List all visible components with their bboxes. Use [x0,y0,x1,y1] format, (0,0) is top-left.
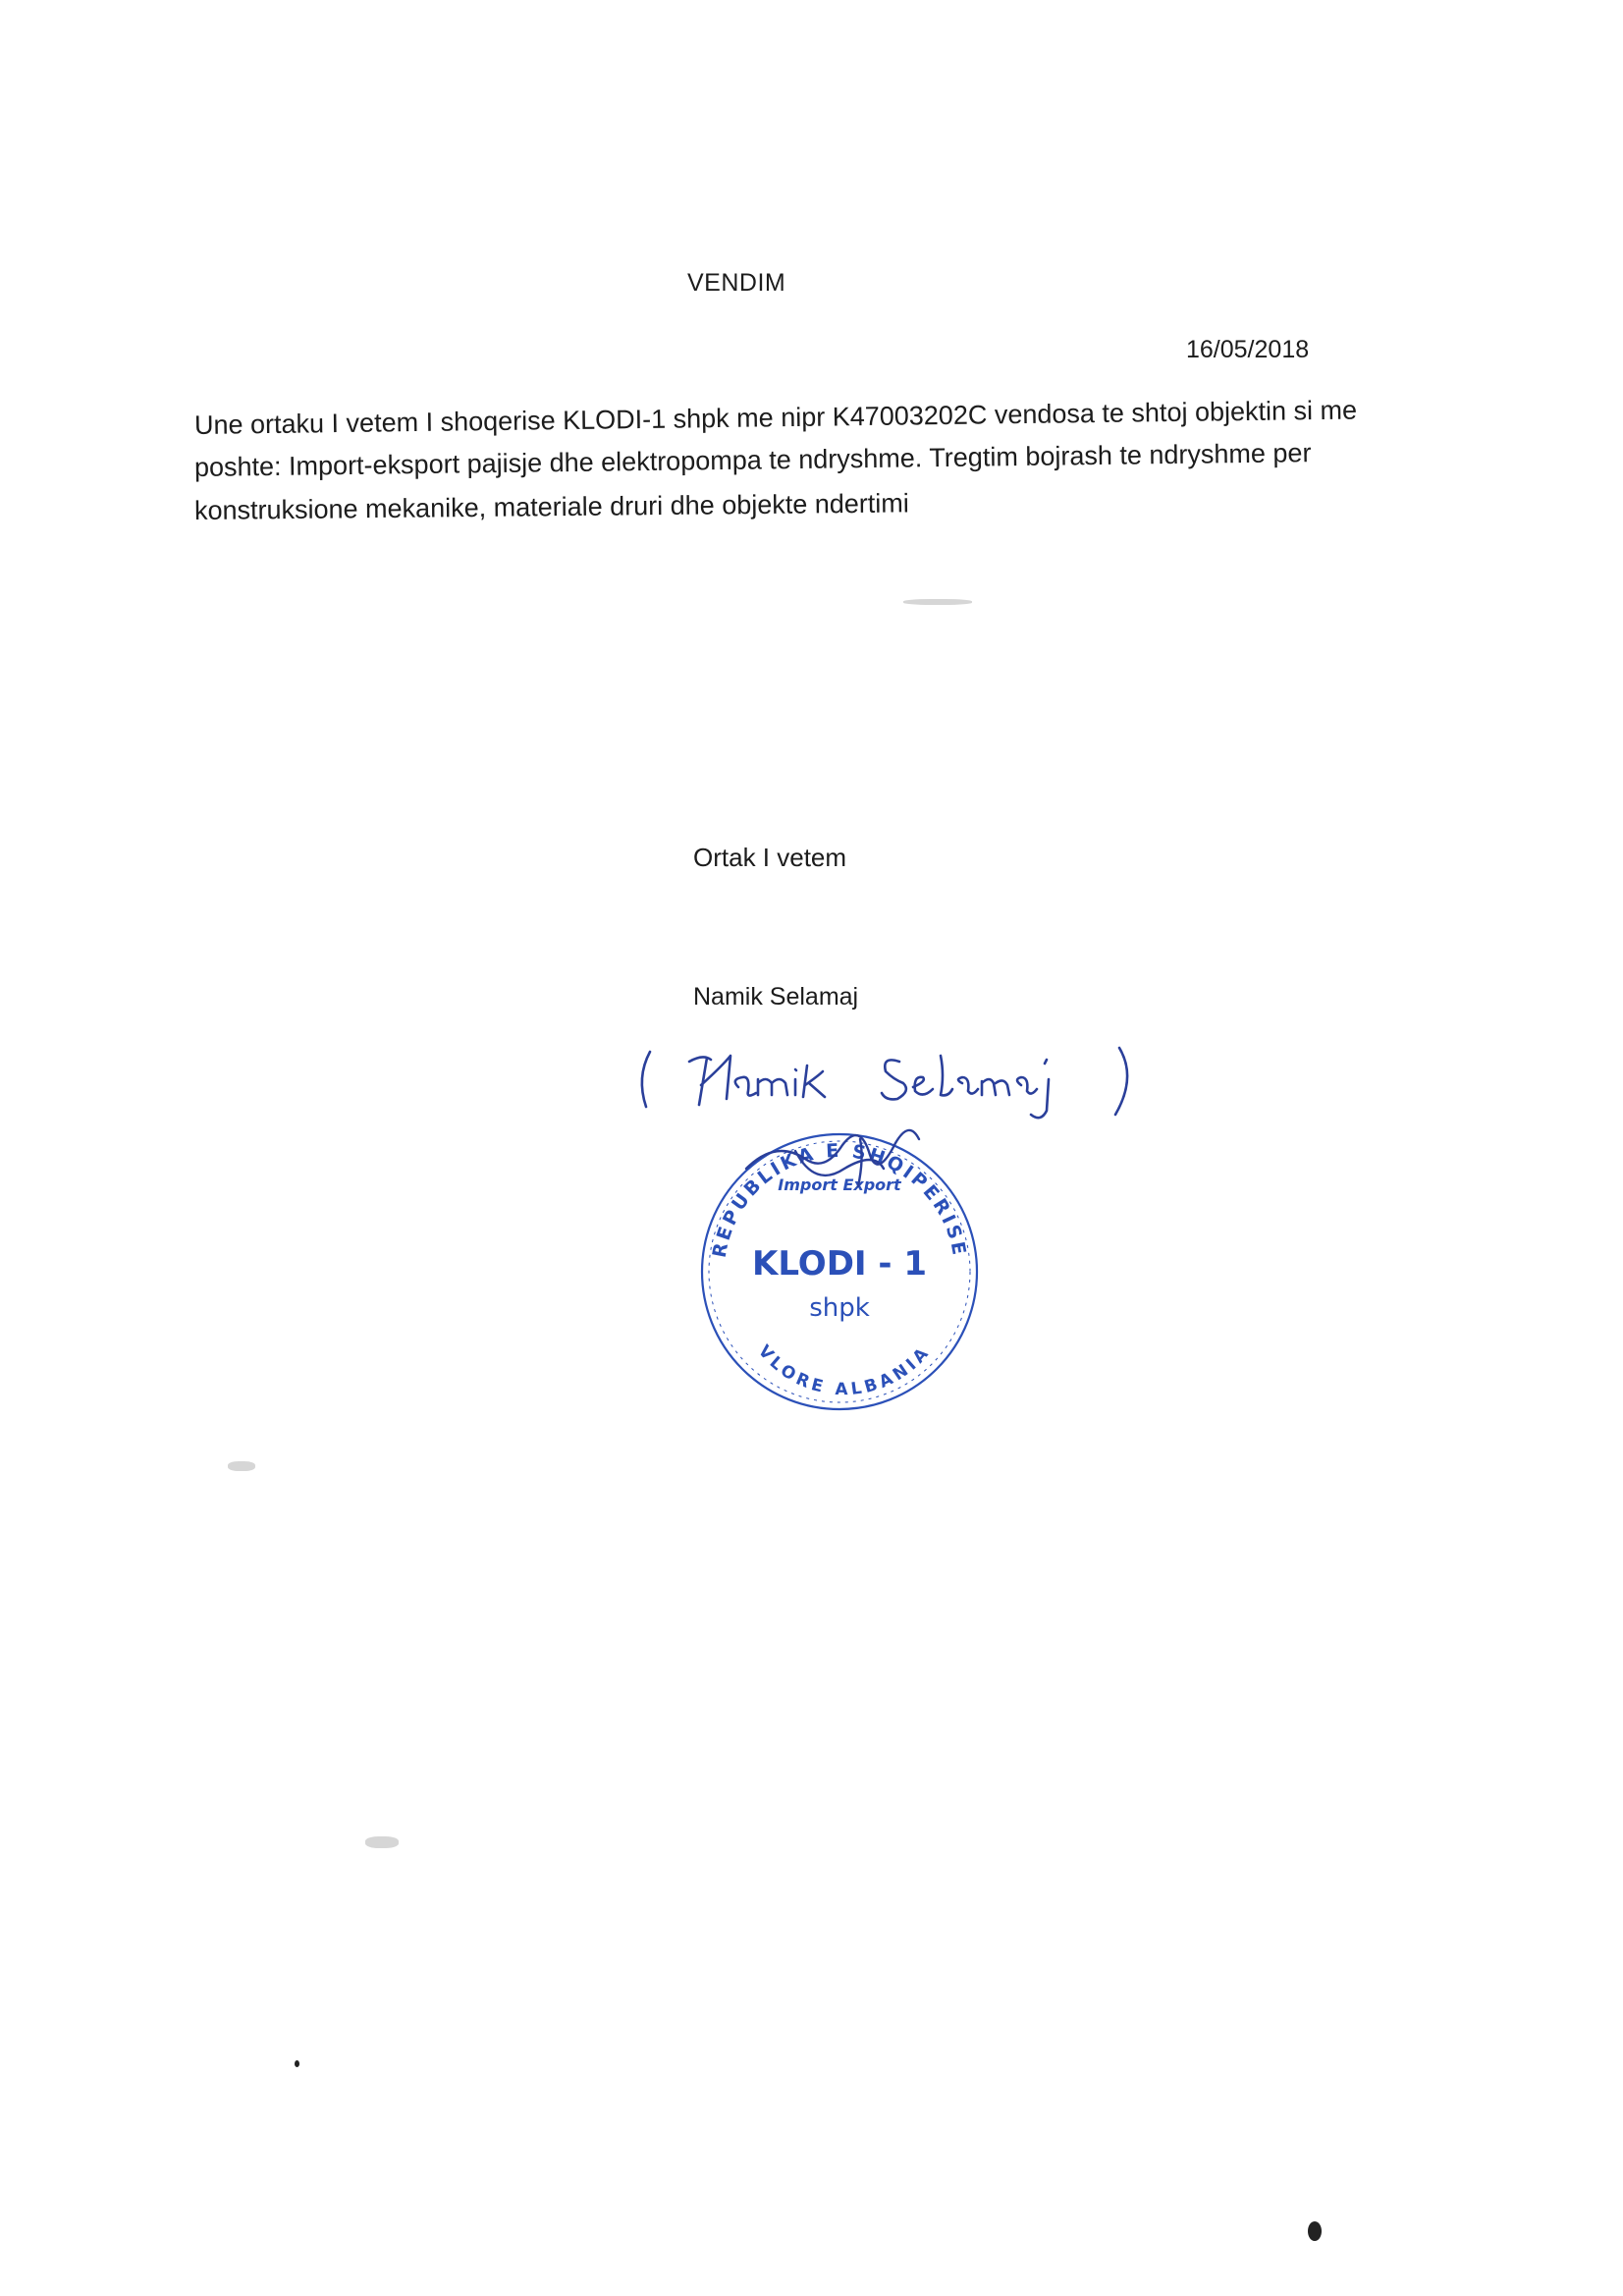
company-stamp [677,1100,1001,1424]
document-date: 16/05/2018 [1186,336,1310,363]
body-line-2: poshte: Import-eksport pajisje dhe elektropompa te ndryshme. Tregtim bojrash te ndryshme per [193,438,1312,482]
svg-text:REPUBLIKA E SHQIPERISE [709,1140,970,1260]
stamp-type: shpk [809,1293,870,1323]
signer-name: Namik Selamaj [693,983,859,1011]
stamp-company: KLODI - 1 [751,1244,928,1284]
scan-speck [295,2060,299,2067]
body-line-3: konstruksione mekanike, materiale druri dhe objekte ndertimi [193,488,909,525]
body-line-1: Une ortaku I vetem I shoqerise KLODI-1 shpk me nipr K47003202C vendosa te shtoj objektin si me [193,395,1358,440]
stamp-inner-text: Import Export [778,1175,901,1194]
document-title: VENDIM [687,269,786,297]
stamp-top-text: REPUBLIKA E SHQIPERISE [708,1139,971,1260]
scan-smudge [228,1461,255,1471]
stamp-bottom-text: VLORE ALBANIA [753,1341,936,1400]
signer-role: Ortak I vetem [693,843,847,872]
scan-speck [1308,2221,1322,2241]
scan-smudge [365,1836,399,1848]
scan-smudge [903,599,972,605]
